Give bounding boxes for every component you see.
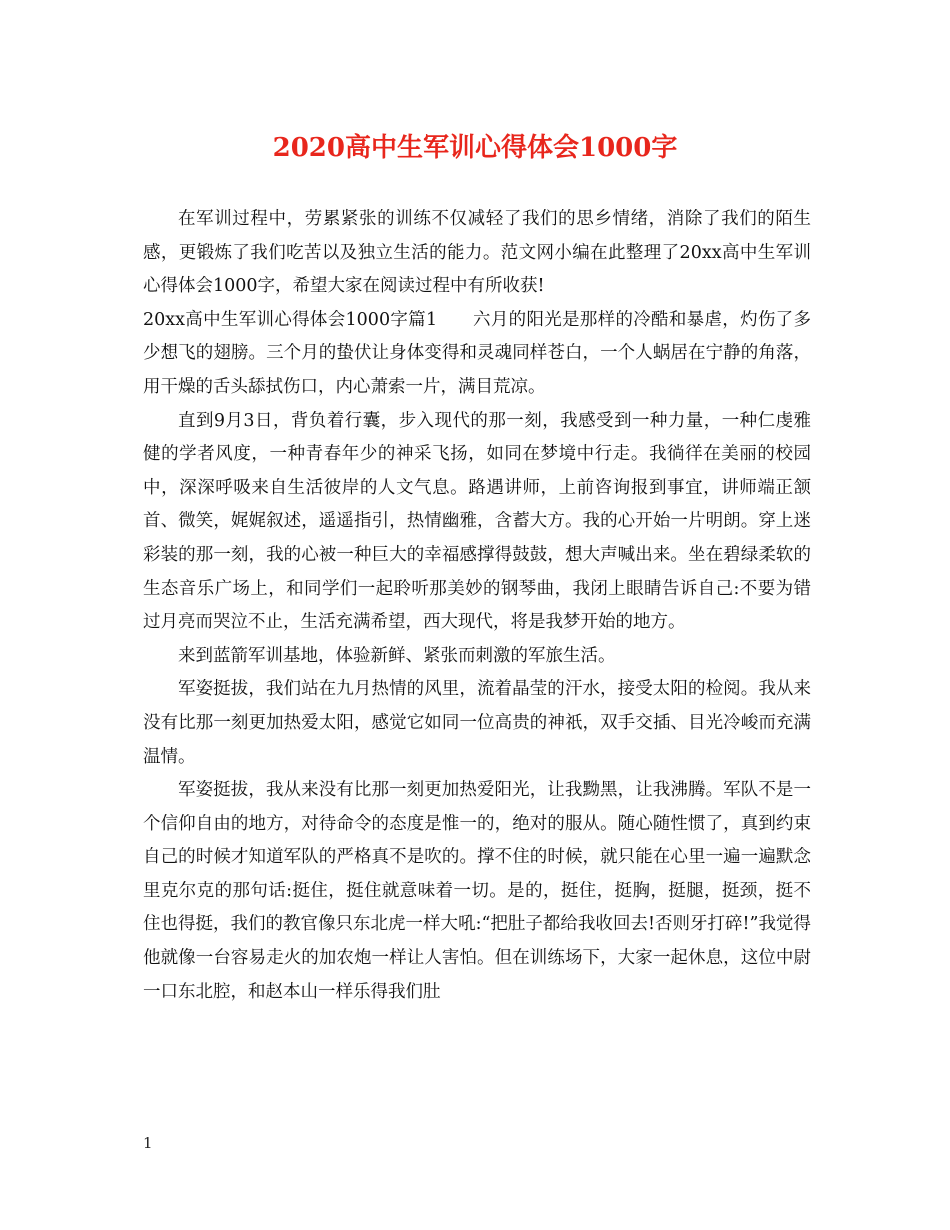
document-title: 2020高中生军训心得体会1000字 (272, 133, 678, 163)
paragraph-intro: 在军训过程中，劳累紧张的训练不仅减轻了我们的思乡情绪，消除了我们的陌生感，更锻炼了我们吃苦以及独立生活的能力。范文网小编在此整理了20xx高中生军训心得体会1000字，希望大家在阅读过程中有所收获! (143, 209, 811, 297)
page-number: 1 (143, 1134, 153, 1152)
paragraph-arrival: 直到9月3日，背负着行囊，步入现代的那一刻，我感受到一种力量，一种仁虔雅健的学者风度，一种青春年少的神采飞扬，如同在梦境中行走。我徜徉在美丽的校园中，深深呼吸来自生活彼岸的人文气息。路遇讲师，上前咨询报到事宜，讲师端正颔首、微笑，娓娓叙述，遥遥指引，热情幽雅，含蓄大方。我的心开始一片明朗。穿上迷彩装的那一刻，我的心被一种巨大的幸福感撑得鼓鼓，想大声喊出来。坐在碧绿柔软的生态音乐广场上，和同学们一起聆听那美妙的钢琴曲，我闭上眼睛告诉自己:不要为错过月亮而哭泣不止，生活充满希望，西大现代，将是我梦开始的地方。 (143, 410, 811, 633)
paragraph-posture-sunlight: 军姿挺拔，我从来没有比那一刻更加热爱阳光，让我黝黑，让我沸腾。军队不是一个信仰自由的地方，对待命令的态度是惟一的，绝对的服从。随心随性惯了，真到约束自己的时候才知道军队的严格真不是吹的。撑不住的时候，就只能在心里一遍一遍默念里克尔克的那句话:挺住，挺住就意味着一切。是的，挺住，挺胸，挺腿，挺颈，挺不住也得挺，我们的教官像只东北虎一样大吼:“把肚子都给我收回去!否则牙打碎!”我觉得他就像一台容易走火的加农炮一样让人害怕。但在训练场下，大家一起休息，这位中尉一口东北腔，和赵本山一样乐得我们肚 (143, 780, 811, 1002)
paragraph-article-1-start: 20xx高中生军训心得体会1000字篇1 六月的阳光是那样的冷酷和暴虐，灼伤了多少想飞的翅膀。三个月的蛰伏让身体变得和灵魂同样苍白，一个人蜗居在宁静的角落，用干燥的舌头舔拭伤口，内心萧索一片，满目荒凉。 (143, 309, 811, 397)
document-body (143, 203, 811, 1009)
paragraph-posture-sun: 军姿挺拔，我们站在九月热情的风里，流着晶莹的汗水，接受太阳的检阅。我从来没有比那一刻更加热爱太阳，感觉它如同一位高贵的神祇，双手交插、目光冷峻而充满温情。 (143, 679, 811, 767)
paragraph-training-base: 来到蓝箭军训基地，体验新鲜、紧张而刺激的军旅生活。 (178, 645, 616, 666)
